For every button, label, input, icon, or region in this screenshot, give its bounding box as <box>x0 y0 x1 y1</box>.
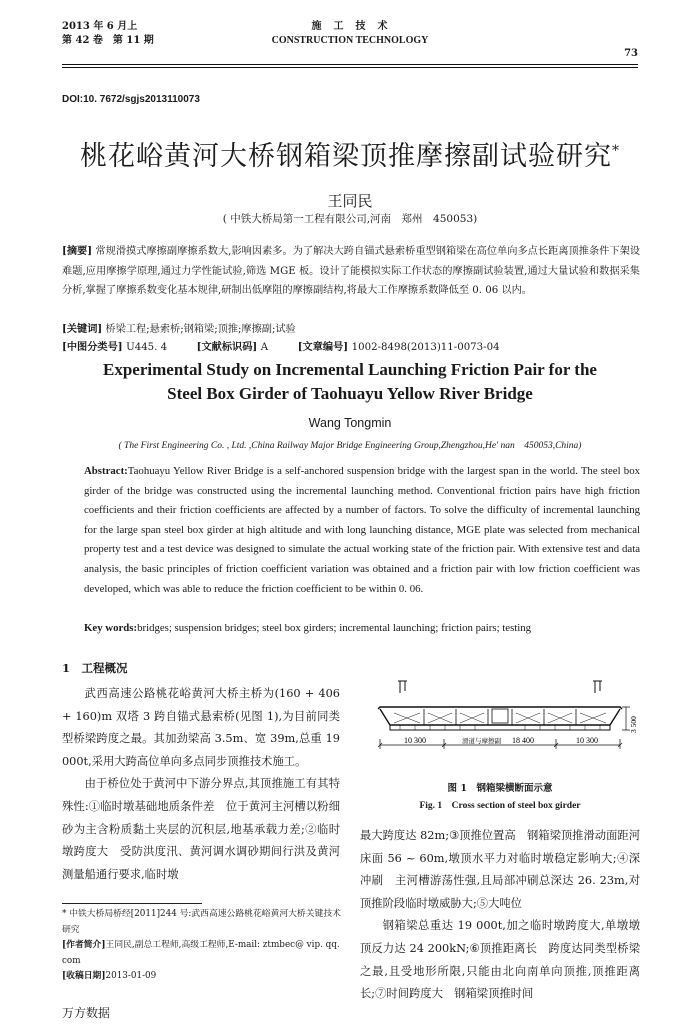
keywords-cn <box>62 320 296 335</box>
keywords-en-label: Key words: <box>84 622 138 634</box>
abstract-en <box>84 462 640 599</box>
affiliation-en: ( The First Engineering Co. , Ltd. ,China Railway Major Bridge Engineering Group,Zhengzhou,He' nan 450053,China) <box>118 441 582 451</box>
header-rule-top <box>62 64 638 65</box>
body-paragraph: 武西高速公路桃花峪黄河大桥主桥为(160 + 406 + 160)m 双塔 3 跨自锚式悬索桥(见图 1),为目前同类型桥梁跨度之最。其加劲梁高 3.5m、宽 39m,总重 19 000t,采用大跨高位单向多点同步顶推技术施工。 <box>62 687 340 768</box>
abstract-en-text: Taohuayu Yellow River Bridge is a self-anchored suspension bridge with the largest span in the world. The steel box girder of the bridge was constructed using the incremental launching method. Conventional friction pairs have high friction coefficients and their friction coefficients are affected by a number of factors. To solve the difficulty of incremental launching for the large span steel box girder at high altitude and with long launching distance, MGE plate was selected from mechanical property test and a test device was designed to simulate the actual working state of the friction pair. With extensive test and data analysis, the basic principles of friction coefficient variation was obtained and a friction pair with low friction coefficient was developed, which was able to reduce the friction coefficient to be within 0. 06. <box>84 465 640 595</box>
class-number: [中图分类号] U445. 4 <box>62 341 168 353</box>
paper-title-cn-text: 桃花峪黄河大桥钢箱梁顶推摩擦副试验研究 <box>80 141 612 172</box>
dim-left: 10 300 <box>404 736 426 745</box>
author-en: Wang Tongmin <box>308 416 392 430</box>
body-paragraph: 最大跨度达 82m;③顶推位置高 钢箱梁顶推滑动面距河床面 56 ~ 60m,墩顶水平力对临时墩稳定影响大;④深冲刷 主河槽游荡性强,且局部冲刷总深达 26. 23m,对顶推阶段临时墩威胁大;⑤大吨位 <box>360 829 640 910</box>
journal-name-en: CONSTRUCTION TECHNOLOGY <box>271 35 429 46</box>
journal-name <box>0 20 700 48</box>
dim-mid: 18 400 <box>512 736 534 745</box>
classification-row <box>62 338 526 353</box>
journal-name-cn: 施 工 技 术 <box>311 21 389 32</box>
body-right-column <box>360 825 640 1006</box>
article-number: [文章编号] 1002-8498(2013)11-0073-04 <box>297 341 500 353</box>
body-paragraph: 由于桥位处于黄河中下游分界点,其顶推施工有其特殊性:①临时墩基础地质条件差 位于黄河主河槽以粉细砂为主含粉质黏土夹层的沉积层,地基承载力差;②临时墩跨度大 受防洪度汛、黄河调水调砂期间行洪及黄河测量船通行要求,临时墩 <box>62 777 340 881</box>
doc-code: [文献标识码] A <box>196 341 269 353</box>
figure-caption-en: Fig. 1 Cross section of steel box girder <box>419 801 581 811</box>
watermark: 万方数据 <box>62 1006 111 1020</box>
paper-title-en-line1: Experimental Study on Incremental Launching Friction Pair for the <box>103 360 597 379</box>
dim-height: 3 500 <box>629 716 638 733</box>
affiliation-cn: ( 中铁大桥局第一工程有限公司,河南 郑州 450053) <box>222 213 478 225</box>
body-paragraph: 钢箱梁总重达 19 000t,加之临时墩跨度大,单墩墩顶反力达 24 200kN;⑥顶推距离长 跨度达同类型桥梁之最,且受地形所限,只能由北向南单向顶推,顶推距离长;⑦时间跨度大 钢箱梁顶推时间 <box>360 919 640 1001</box>
abstract-cn <box>62 242 640 301</box>
body-left-column <box>62 683 340 886</box>
header-rule-bottom <box>62 67 638 68</box>
footnote-author: [作者简介]王同民,副总工程师,高级工程师,E-mail: ztmbec@ vip. qq. com <box>62 940 340 966</box>
page-number: 73 <box>624 48 638 59</box>
author-cn: 王同民 <box>327 192 373 210</box>
abstract-cn-label: [摘要] <box>62 245 93 257</box>
fund-mark: * <box>612 143 620 159</box>
issue-date: 2013 年 6 月上 <box>62 21 138 32</box>
footnote-rule <box>62 903 202 904</box>
abstract-en-label: Abstract: <box>84 465 128 477</box>
hanger-right <box>595 681 600 693</box>
hanger-left <box>400 681 405 693</box>
footnotes <box>62 907 342 985</box>
issue-volume: 第 42 卷 第 11 期 <box>62 35 154 46</box>
keywords-cn-text: 桥梁工程;悬索桥;钢箱梁;顶推;摩擦副;试验 <box>105 324 296 335</box>
paper-title-en-line2: Steel Box Girder of Taohuayu Yellow River Bridge <box>167 384 533 403</box>
footnote-fund: * 中铁大桥局桥经[2011]244 号:武西高速公路桃花峪黄河大桥关键技术研究 <box>62 909 341 935</box>
figure-caption-cn: 图 1 钢箱梁横断面示意 <box>447 783 553 794</box>
keywords-cn-label: [关键词] <box>62 323 103 335</box>
cross-section-figure <box>360 673 640 773</box>
doi[interactable]: DOI:10. 7672/sgjs2013110073 <box>62 94 200 105</box>
footnote-date: [收稿日期]2013-01-09 <box>62 971 157 981</box>
section-heading: 1 工程概况 <box>62 661 128 675</box>
abstract-cn-text: 常规滑摸式摩擦副摩擦系数大,影响因素多。为了解决大跨自锚式悬索桥重型钢箱梁在高位单向多点长距离顶推条件下架设难题,应用摩擦学原理,通过力学性能试验,筛选 MGE 板。设计了能模拟实际工作状态的摩擦副试验装置,通过大量试验和数据采集分析,掌握了摩擦系数变化基本规律,研制出低摩阻的摩擦副结构,将最大工作摩擦系数降低至 0. 06 以内。 <box>62 246 641 296</box>
keywords-en-text: bridges; suspension bridges; steel box girders; incremental launching; friction pairs; testing <box>137 622 532 634</box>
paper-title-en <box>0 358 700 406</box>
keywords-en <box>84 622 644 634</box>
slide-rail <box>492 709 508 723</box>
dim-right: 10 300 <box>576 736 598 745</box>
box-girder-outline <box>380 709 620 725</box>
paper-title-cn <box>0 134 700 173</box>
dim-mid-label: 滑道与摩擦副 <box>462 737 501 745</box>
